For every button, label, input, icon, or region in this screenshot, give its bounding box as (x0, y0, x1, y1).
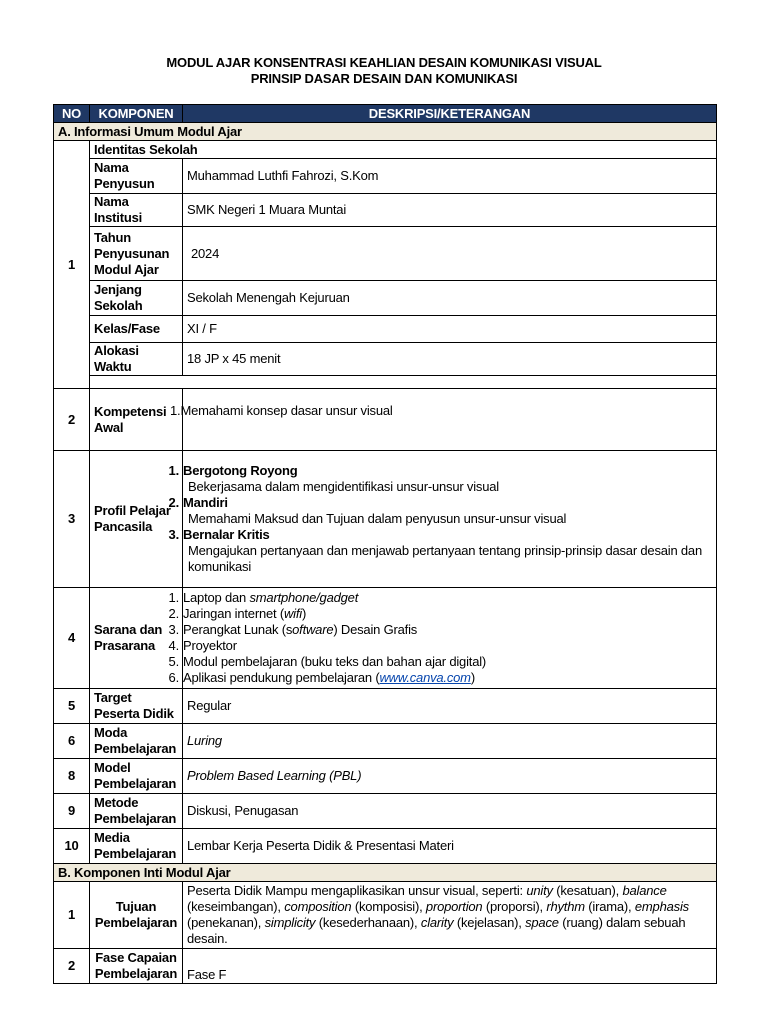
description-value: Sekolah Menengah Kejuruan (183, 281, 717, 316)
description-value: 18 JP x 45 menit (183, 343, 717, 376)
item-title: Bergotong Royong (183, 463, 298, 478)
row-number: 4 (54, 588, 90, 689)
item-text: Modul pembelajaran (buku teks dan bahan ajar digital) (183, 654, 487, 669)
term-italic: unity (526, 883, 553, 898)
description-value: Lembar Kerja Peserta Didik & Presentasi Materi (183, 829, 717, 864)
header-no: NO (54, 105, 90, 123)
text-segment: (kesederhanaan), (315, 915, 421, 930)
description-value: Diskusi, Penugasan (183, 794, 717, 829)
item-text: ) (470, 670, 475, 685)
row-number: 5 (54, 689, 90, 724)
row-number: 2 (54, 949, 90, 984)
description-value: Fase F (183, 949, 717, 984)
description-cell (168, 588, 717, 689)
table-row (54, 882, 717, 949)
section-a-title: A. Informasi Umum Modul Ajar (54, 123, 717, 141)
item-number: 5. (168, 654, 179, 669)
row-number: 1 (54, 141, 90, 389)
table-row (54, 194, 717, 227)
component-label: Alokasi Waktu (90, 343, 183, 376)
item-description: Bekerjasama dalam mengidentifikasi unsur-unsur visual (188, 479, 499, 494)
item-title: Bernalar Kritis (183, 527, 270, 542)
component-label: Kelas/Fase (90, 316, 183, 343)
item-number: 2. (168, 606, 179, 621)
text-segment: (ruang) dalam sebuah desain. (187, 915, 686, 946)
item-title: Mandiri (183, 495, 228, 510)
list-item (168, 670, 712, 686)
description-value: SMK Negeri 1 Muara Muntai (183, 194, 717, 227)
table-row (54, 227, 717, 281)
description-value: Regular (183, 689, 717, 724)
item-text: Perangkat Lunak (s (183, 622, 293, 637)
table-row (54, 281, 717, 316)
component-label: Target Peserta Didik (90, 689, 183, 724)
item-text: ) Desain Grafis (333, 622, 418, 637)
text-segment: (kejelasan), (453, 915, 526, 930)
text-segment: (penekanan), (187, 915, 265, 930)
list-item (168, 463, 712, 495)
description-value: Luring (183, 724, 717, 759)
term-italic: space (525, 915, 559, 930)
table-row (54, 949, 717, 984)
component-label: Media Pembelajaran (90, 829, 183, 864)
term-italic: balance (622, 883, 667, 898)
item-text: Laptop dan (183, 590, 250, 605)
table-row-spacer (54, 376, 717, 389)
description-value: XI / F (183, 316, 717, 343)
component-label: Profil Pelajar Pancasila (90, 451, 183, 588)
component-label: Metode Pembelajaran (90, 794, 183, 829)
row-number: 9 (54, 794, 90, 829)
item-text-italic: wifi (283, 606, 302, 621)
description-value: Memahami konsep dasar unsur visual (180, 403, 393, 418)
item-number: 1. (170, 403, 181, 418)
term-italic: emphasis (634, 899, 689, 914)
section-a-row (54, 123, 717, 141)
item-number: 3. (168, 622, 179, 637)
item-text: Jaringan internet ( (183, 606, 284, 621)
text-segment: (kesatuan), (552, 883, 623, 898)
description-cell (170, 389, 717, 451)
item-description: Memahami Maksud dan Tujuan dalam penyusun unsur-unsur visual (188, 511, 567, 526)
section-b-title: B. Komponen Inti Modul Ajar (54, 864, 717, 882)
text-segment: (keseimbangan), (187, 899, 285, 914)
term-italic: rhythm (546, 899, 585, 914)
term-italic: simplicity (264, 915, 316, 930)
table-row (54, 794, 717, 829)
item-number: 3. (168, 527, 179, 542)
text-segment: Peserta Didik Mampu mengaplikasikan unsur visual, seperti: (187, 883, 527, 898)
sarana-list (168, 590, 712, 686)
description-value: 2024 (183, 227, 717, 281)
description-cell (168, 451, 717, 588)
module-table (53, 104, 717, 984)
list-item (168, 606, 712, 622)
list-item (168, 527, 712, 575)
item-text: Proyektor (183, 638, 237, 653)
table-row (54, 588, 717, 689)
row-number: 2 (54, 389, 90, 451)
table-row (54, 724, 717, 759)
table-row (54, 159, 717, 194)
item-number: 4. (168, 638, 179, 653)
component-label: Moda Pembelajaran (90, 724, 183, 759)
profil-list (168, 463, 712, 575)
item-number: 1. (168, 590, 179, 605)
row-number: 1 (54, 882, 90, 949)
component-label: Tahun Penyusunan Modul Ajar (90, 227, 183, 281)
list-item (168, 590, 712, 606)
component-label: Fase Capaian Pembelajaran (90, 949, 183, 984)
row-number: 6 (54, 724, 90, 759)
item-number: 1. (168, 463, 179, 478)
component-label: Tujuan Pembelajaran (90, 882, 183, 949)
header-komponen: KOMPONEN (90, 105, 183, 123)
list-item (168, 638, 712, 654)
item-number: 2. (168, 495, 179, 510)
item-text-italic: smartphone/gadget (249, 590, 359, 605)
tujuan-description (183, 882, 717, 949)
item-description: Mengajukan pertanyaan dan menjawab pertanyaan tentang prinsip-prinsip dasar desain dan komunikasi (188, 543, 702, 574)
list-item (168, 654, 712, 670)
document-title (0, 55, 768, 87)
item-text-italic: oftware (292, 622, 334, 637)
term-italic: clarity (420, 915, 454, 930)
item-text: ) (301, 606, 307, 621)
description-value: Muhammad Luthfi Fahrozi, S.Kom (183, 159, 717, 194)
title-line-1: MODUL AJAR KONSENTRASI KEAHLIAN DESAIN KOMUNIKASI VISUAL (166, 55, 602, 70)
header-deskripsi: DESKRIPSI/KETERANGAN (183, 105, 717, 123)
table-row (54, 829, 717, 864)
table-header-row (54, 105, 717, 123)
row-number: 8 (54, 759, 90, 794)
row-number: 10 (54, 829, 90, 864)
item-number: 6. (168, 670, 179, 685)
component-label: Sarana dan Prasarana (90, 588, 183, 689)
list-item (168, 622, 712, 638)
table-row (54, 689, 717, 724)
component-label: Jenjang Sekolah (90, 281, 183, 316)
description-value: Problem Based Learning (PBL) (183, 759, 717, 794)
canva-link[interactable]: www.canva.com (379, 670, 471, 685)
table-row (54, 759, 717, 794)
row-number: 3 (54, 451, 90, 588)
table-row (54, 141, 717, 159)
component-label: Nama Penyusun (90, 159, 183, 194)
section-b-row (54, 864, 717, 882)
title-line-2: PRINSIP DASAR DESAIN DAN KOMUNIKASI (250, 71, 518, 86)
identitas-sekolah-label: Identitas Sekolah (90, 141, 717, 159)
component-label: Nama Institusi (90, 194, 183, 227)
list-item (168, 495, 712, 527)
component-label: Model Pembelajaran (90, 759, 183, 794)
table-row (54, 389, 717, 451)
term-italic: composition (284, 899, 352, 914)
item-text: Aplikasi pendukung pembelajaran ( (183, 670, 380, 685)
table-row (54, 316, 717, 343)
component-label: Kompetensi Awal (90, 389, 183, 451)
text-segment: (irama), (584, 899, 635, 914)
text-segment: (proporsi), (482, 899, 547, 914)
term-italic: proportion (425, 899, 483, 914)
table-row (54, 343, 717, 376)
table-row (54, 451, 717, 588)
text-segment: (komposisi), (351, 899, 426, 914)
